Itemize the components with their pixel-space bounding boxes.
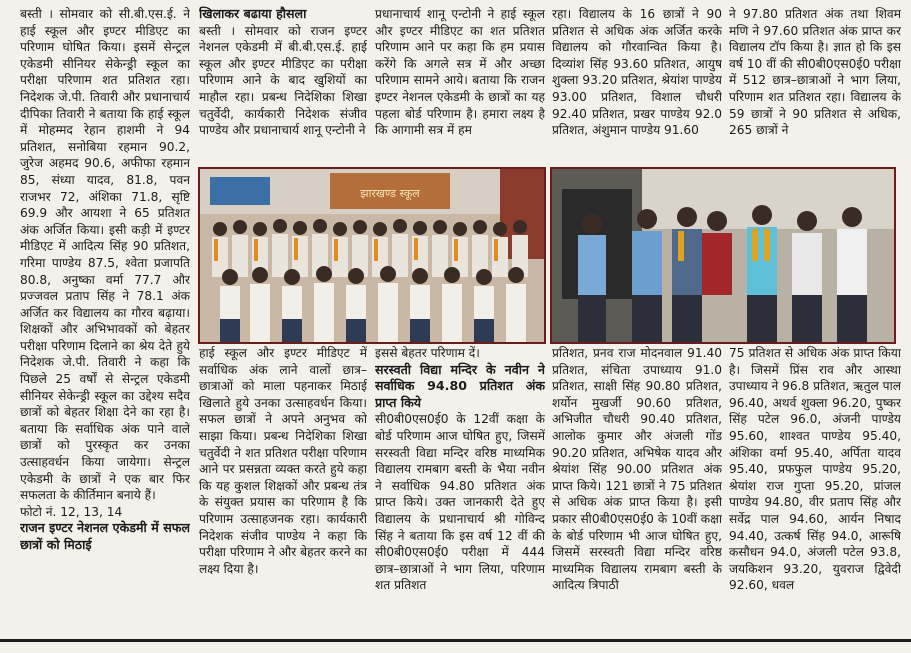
article-column-5-top: [729, 6, 901, 166]
photo-banner-text: झारखण्ड स्कूल: [360, 187, 420, 200]
photo-caption: फोटो नं. 12, 13, 14: [20, 504, 123, 519]
photo-felicitation: [550, 167, 896, 344]
article-body-4-top: रहा। विद्यालय के 16 छात्रों ने 90 प्रतिशत से अधिक अंक अर्जित करके विद्यालय को गौरवान्वित किया है। दिव्यांश सिंह 93.60 प्रतिशत, आयुष शुक्ला 93.20 प्रतिशत, श्रेयांश पाण्डेय 93.00 प्रतिशत, विशाल चौधरी 92.40 प्रतिशत, प्रखर पाण्डेय 92.0 प्रतिशत, अंशुमान पाण्डेय 91.60: [552, 7, 722, 138]
article-body-3-bottom: सी0बी0एस0ई0 के 12वीं कक्षा के बोर्ड परिणाम आज घोषित हुए, जिसमें सरस्वती विद्या मन्दिर वरिष्ठ माध्यमिक विद्यालय रामबाग बस्ती के भैया नवीन ने सर्वाधिक 94.80 प्रतिशत अंक प्राप्त किये। उक्त जानकारी देते हुए विद्यालय के प्रधानाचार्य श्री गोविन्द सिंह ने बताया कि इस वर्ष 12 वीं की सी0बी0एस0ई0 परीक्षा में 444 छात्र–छात्राओं ने भाग लिया, परिणाम शत प्रतिशत: [375, 412, 545, 593]
article-body-5-bottom: 75 प्रतिशत से अधिक अंक प्राप्त किया है। जिसमें प्रिंस राव और आस्था उपाध्याय ने 96.8 प्रतिशत, ऋतुल पाल 96.40, अथर्व शुक्ला 96.20, पुष्कर सिंह पटेल 96.0, अंजनी पाण्डेय 95.60, शाश्वत पाण्डेय 95.40, अंशिका वर्मा 95.40, अर्पिता यादव 95.40, प्रफफुल पाण्डेय 95.20, श्रेयांश राज गुप्ता 95.20, प्रांजल पाण्डेय 94.80, वीर प्रताप सिंह और सर्वेद्र पाल 94.60, आर्यन निषाद 94.40, उत्कर्ष सिंह 94.0, आरूषि कसौधन 94.0, अंजली पटेल 93.8, जयकिशन 93.20, युवराज द्विवेदी 92.60, धवल: [729, 346, 901, 593]
article-column-1: [20, 6, 190, 636]
article-column-4-top: [552, 6, 722, 166]
article-body-5-top: ने 97.80 प्रतिशत अंक तथा शिवम मणि ने 97.60 प्रतिशत अंक प्राप्त कर विद्यालय टॉप किया है। ज्ञात हो कि इस वर्ष 10 वीं की सी0बी0एस0ई0 परीक्षा में 512 छात्र–छात्राओं ने भाग लिया, परिणाम शत प्रतिशत रहा। विद्यालय के 59 छात्रों ने 90 प्रतिशत से अधिक, 265 छात्रों ने: [729, 7, 901, 138]
article-column-4-bottom: [552, 345, 722, 635]
article-body-2-bottom: हाई स्कूल और इण्टर मीडिएट में सर्वाधिक अंक लाने वालों छात्र–छात्राओं को माला पहनाकर मिठाई खिलाते हुये उनका उत्साहवर्धन किया। सफल छात्रों ने अपने अनुभव को साझा किया। प्रबन्ध निदेशिका शिखा चतुर्वेदी ने शत प्रतिशत परीक्षा परिणाम आने पर प्रसन्नता व्यक्त करते हुये कहा कि यह कुशल शिक्षकों और प्रबन्ध तंत्र के संयुक्त प्रयास का परिणाम है कि परिणाम उत्साहजनक रहा। कार्यकारी निदेशक संजीव पाण्डेय ने कहा कि परीक्षा परिणाम ने और बेहतर करने का लक्ष्य दिया है।: [199, 346, 367, 576]
article-column-2-top: [199, 6, 367, 166]
article-body-3-lead: इससे बेहतर परिणाम दें।: [375, 346, 480, 360]
article-column-2-bottom: [199, 345, 367, 635]
article-column-5-bottom: [729, 345, 901, 635]
group-photo-students: [198, 167, 546, 344]
article-headline-rajan: राजन इण्टर नेशनल एकेडमी में सफल छात्रों को मिठाई: [20, 520, 190, 552]
page-bottom-rule: [0, 639, 911, 642]
article-body-1: बस्ती । सोमवार को सी.बी.एस.ई. ने हाई स्कूल और इण्टर मीडिएट का परिणाम घोषित किया। इसमें सेन्ट्रल एकेडमी सीनियर सेकेन्ड्री स्कूल का परीक्षा परिणाम शत प्रतिशत रहा। निदेशक जे.पी. तिवारी और प्रधानाचार्य दीपिका तिवारी ने बताया कि हाई स्कूल में मोहम्मद रेहान हाशमी ने 94 प्रतिशत, सनोबिया रहमान 90.2, जुरेज अहमद 90.6, अफीफा रहमान 85, संध्या यादव, 81.8, पवन राजभर 72, अंशिका 71.8, सृष्टि 69.9 और आयशा ने 65 प्रतिशत अंक अर्जित किया। इसी कड़ी में इण्टर मीडिएट में आदित्य सिंह 90 प्रतिशत, गरिमा पाण्डेय 87.5, श्वेता प्रजापति 80.8, अनुष्का वर्मा 77.7 और प्रज्जवल प्रताप सिंह ने 78.1 अंक अर्जित कर विद्यालय का गौरव बढ़ाया। शिक्षकों और अभिभावकों को बेहतर परीक्षा परिणाम दिलाने का श्रेय देते हुये निदेशक जे.पी. तिवारी ने कहा कि पिछले 25 वर्षों से सेन्ट्रल एकेडमी सीनियर सेकेन्ड्री स्कूल का उद्देश्य सदैव छात्रों को बेहतर शिक्षा देने का रहा है। बताया कि सर्वाधिक अंक पाने वाले छात्रों को पुरस्कृत कर उनका उत्साहवर्धन किया जायेगा। सेन्ट्रल एकेडमी के छात्रों ने एक बार फिर सफलता के कीर्तिमान बनाये हैं।: [20, 7, 190, 503]
article-headline-saraswati: सरस्वती विद्या मन्दिर के नवीन ने सर्वाधिक 94.80 प्रतिशत अंक प्राप्त किये: [375, 361, 545, 410]
article-body-2-top: बस्ती । सोमवार को राजन इण्टर नेशनल एकेडमी में बी.बी.एस.ई. हाई स्कूल और इण्टर मीडिएट का परीक्षा परिणाम आने के बाद खुशियों का माहौल रहा। प्रबन्ध निदेशिका शिखा चतुर्वेदी, कार्यकारी निदेशक संजीव पाण्डेय और प्रधानाचार्य शानू एन्टोनी ने: [199, 23, 367, 138]
article-body-3-top: प्रधानाचार्य शानू एन्टोनी ने हाई स्कूल और इण्टर मीडिएट का शत प्रतिशत परिणाम आने पर कहा कि हम प्रयास करेंगे कि अगले सत्र में और अच्छा परिणाम सामने आये। बताया कि राजन इण्टर नेशनल एकेडमी के छात्रों का यह पहला बोर्ड परिणाम है। हमारा लक्ष्य है कि आगामी सत्र में हम: [375, 7, 545, 138]
article-column-3-top: [375, 6, 545, 166]
article-column-3-bottom: [375, 345, 545, 635]
article-body-4-bottom: प्रतिशत, प्रनव राज मोदनवाल 91.40 प्रतिशत, संचिता उपाध्याय 91.0 प्रतिशत, साक्षी सिंह 90.80 प्रतिशत, शर्योन मुखर्जी 90.60 प्रतिशत, अभिजीत चौधरी 90.40 प्रतिशत, आलोक कुमार और अंजली गोंड 90.20 प्रतिशत, अभिषेक यादव और श्रेयांश सिंह 90.00 प्रतिशत अंक प्राप्त किये। 121 छात्रों ने 75 प्रतिशत से अधिक अंक प्राप्त किया है। इसी प्रकार सी0बी0एस0ई0 के 10वीं कक्षा के बोर्ड परिणाम भी आज घोषित हुए, जिसमें सरस्वती विद्या मन्दिर वरिष्ठ माध्यमिक विद्यालय रामबाग बस्ती के आदित्य त्रिपाठी: [552, 346, 722, 593]
article-headline-rajan-cont: खिलाकर बढाया हौसला: [199, 6, 307, 21]
